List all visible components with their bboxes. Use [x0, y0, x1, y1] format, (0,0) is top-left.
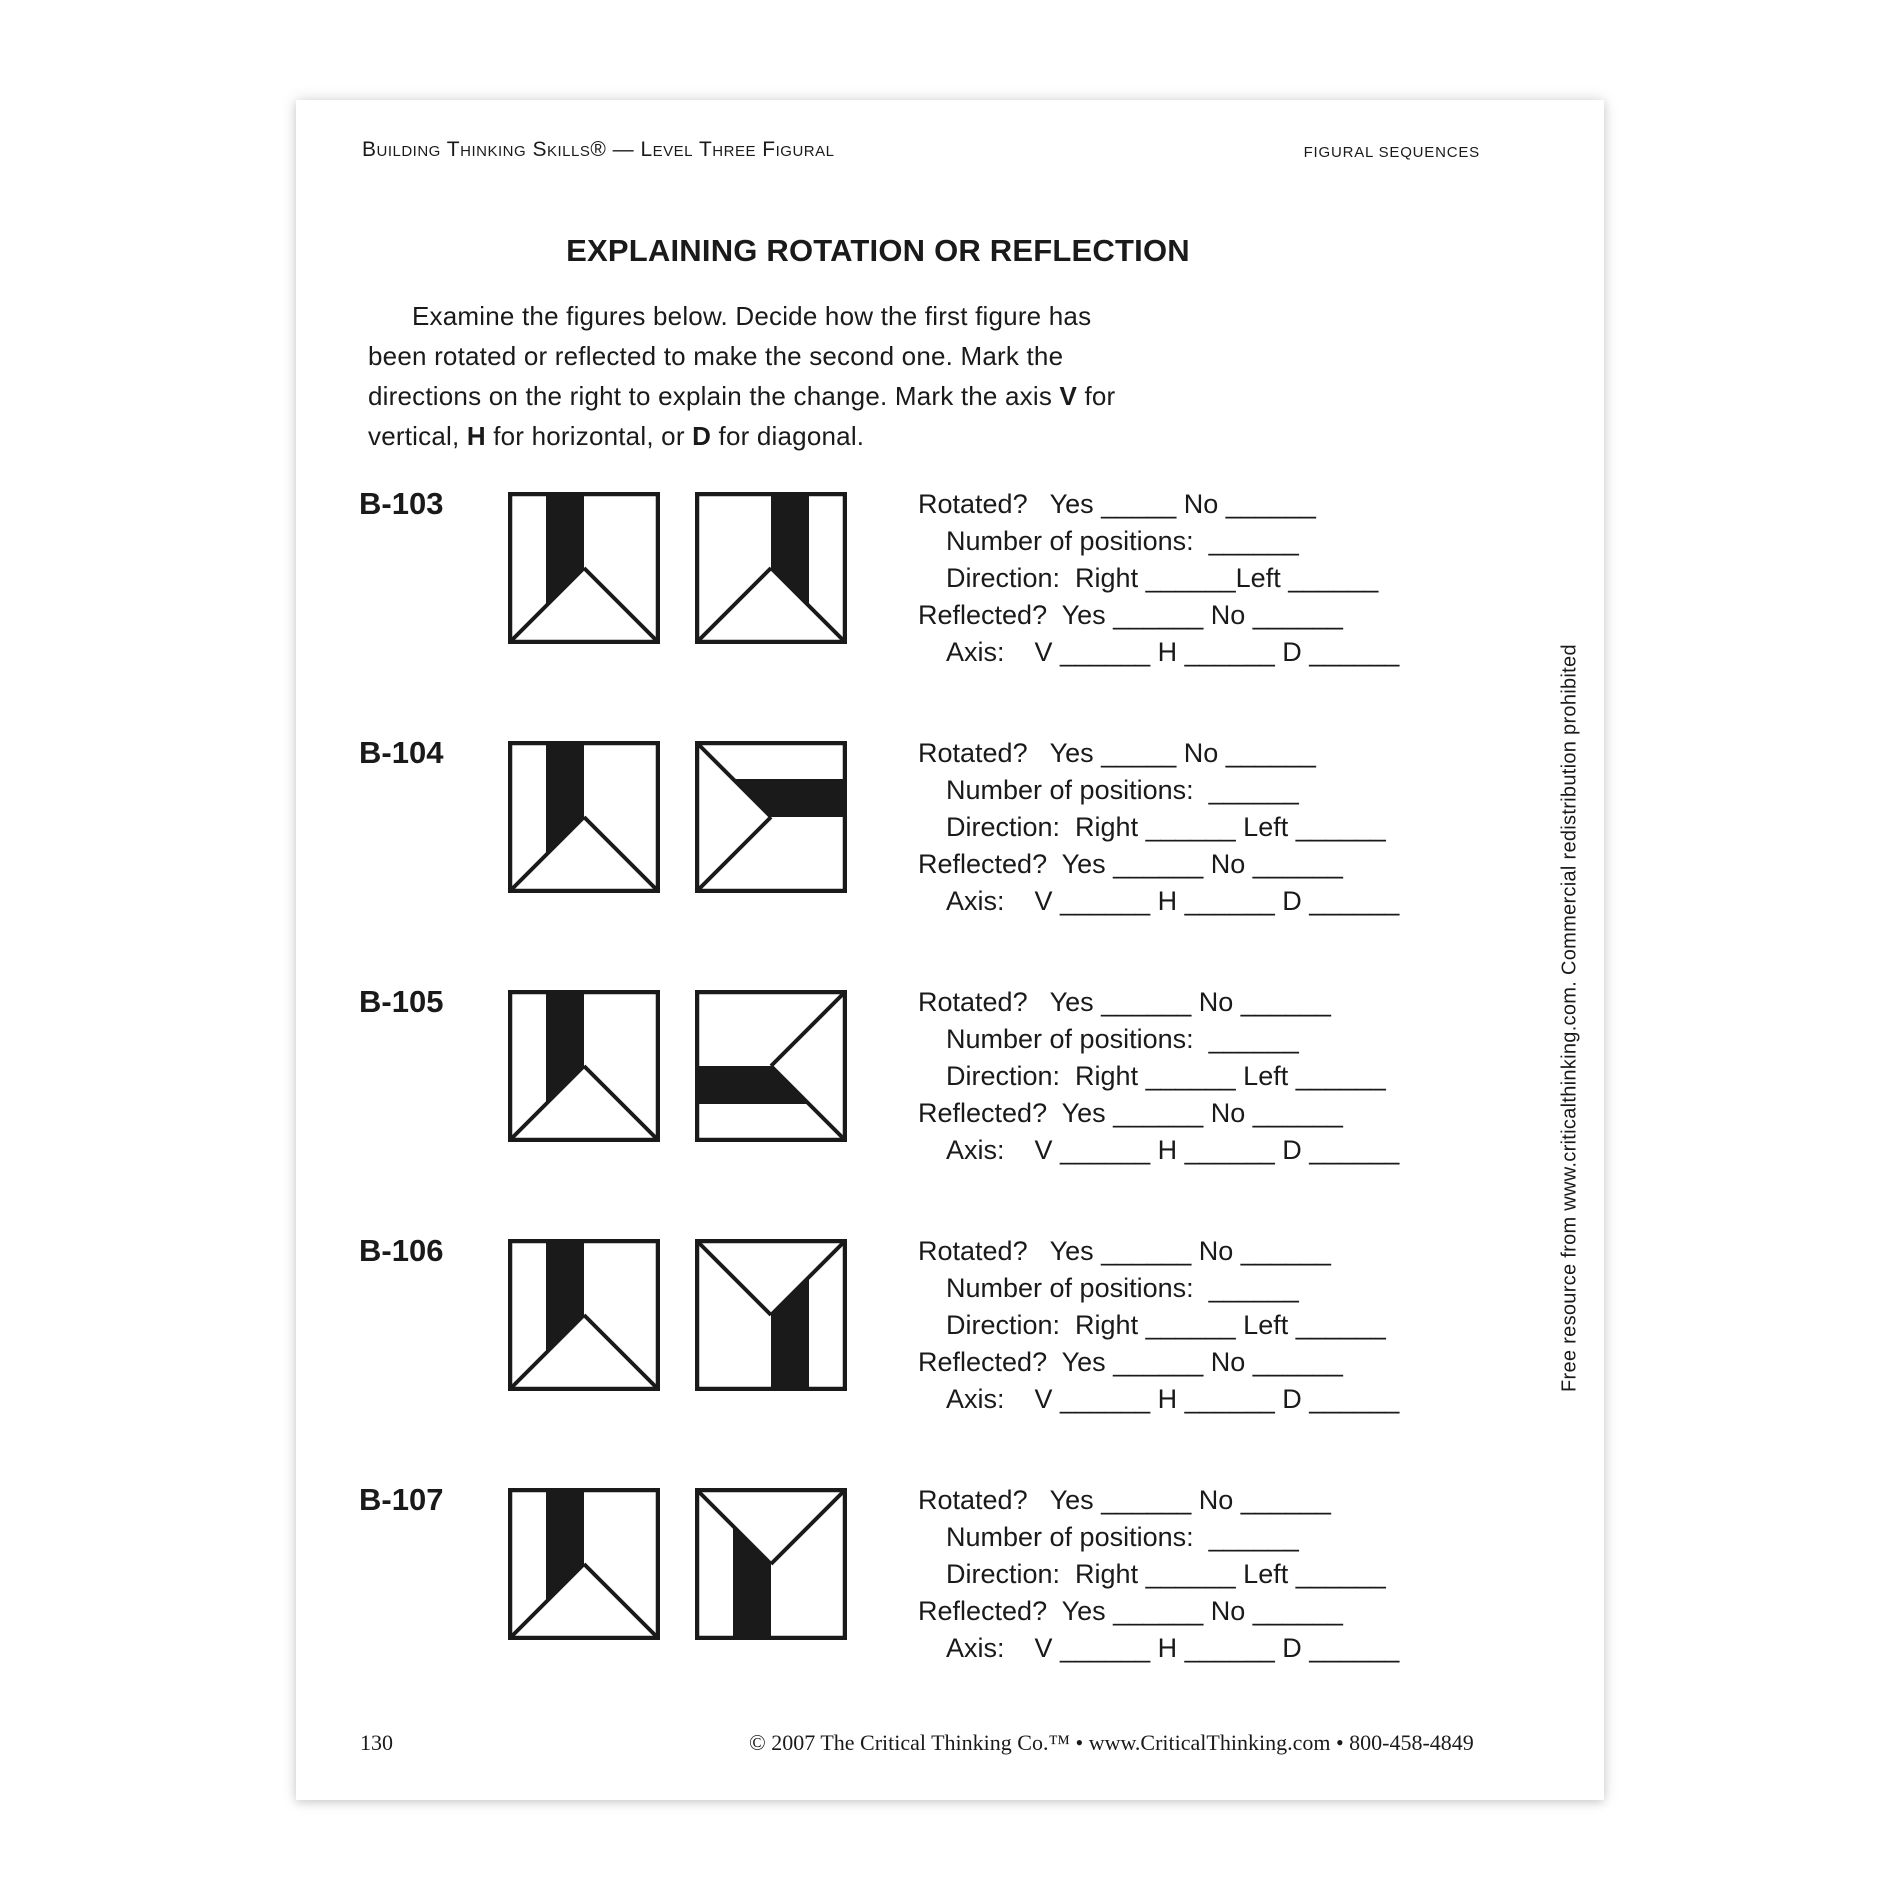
- instructions-text: Examine the figures below. Decide how the first figure has: [412, 301, 1092, 331]
- exercise-id: B-104: [359, 735, 444, 770]
- figure-second: [695, 741, 847, 893]
- question-block: [918, 1482, 1399, 1667]
- instructions-text: been rotated or reflected to make the second one. Mark the: [368, 341, 1064, 371]
- figure-second: [695, 1488, 847, 1640]
- section-header: FIGURAL SEQUENCES: [1303, 144, 1480, 161]
- axis-question-line: Axis: V ______ H ______ D ______: [946, 1633, 1400, 1663]
- diagonal-lines: [508, 1315, 660, 1391]
- diagonal-lines: [695, 1239, 847, 1315]
- worksheet-page: [296, 100, 1604, 1800]
- exercise-id: B-103: [359, 486, 444, 521]
- exercise-id: B-105: [359, 984, 444, 1019]
- direction-question-line: Direction: Right ______Left ______: [946, 563, 1379, 593]
- copyright-side-note: Free resource from www.criticalthinking.com. Commercial redistribution prohibited: [1558, 644, 1581, 1392]
- diagonal-lines: [695, 568, 847, 644]
- axis-letter-v: V: [1059, 381, 1078, 411]
- instructions-text: for: [1077, 381, 1116, 411]
- diagonal-lines: [508, 1066, 660, 1142]
- figure-first: [508, 990, 660, 1142]
- instructions-paragraph: [368, 296, 1408, 456]
- diagonal-lines: [695, 1488, 847, 1564]
- figure-second: [695, 492, 847, 644]
- exercise-id: B-107: [359, 1482, 444, 1517]
- book-title-header: Building Thinking Skills® — Level Three Figural: [362, 138, 835, 161]
- question-block: [918, 735, 1399, 920]
- question-block: [918, 486, 1399, 671]
- page-title: EXPLAINING ROTATION OR REFLECTION: [566, 233, 1190, 268]
- exercise-row-b107: [296, 1482, 1604, 1663]
- exercise-row-b103: [296, 486, 1604, 667]
- axis-question-line: Axis: V ______ H ______ D ______: [946, 1135, 1400, 1165]
- positions-question-line: Number of positions: ______: [946, 1024, 1299, 1054]
- figure-first: [508, 492, 660, 644]
- reflected-question-line: Reflected? Yes ______ No ______: [918, 600, 1343, 630]
- reflected-question-line: Reflected? Yes ______ No ______: [918, 1347, 1343, 1377]
- instructions-text: vertical,: [368, 421, 467, 451]
- question-block: [918, 984, 1399, 1169]
- direction-question-line: Direction: Right ______ Left ______: [946, 1559, 1386, 1589]
- figure-first: [508, 1488, 660, 1640]
- instructions-text: directions on the right to explain the change. Mark the axis: [368, 381, 1060, 411]
- direction-question-line: Direction: Right ______ Left ______: [946, 1061, 1386, 1091]
- figure-second: [695, 990, 847, 1142]
- direction-question-line: Direction: Right ______ Left ______: [946, 812, 1386, 842]
- exercise-row-b104: [296, 735, 1604, 916]
- axis-letter-h: H: [466, 421, 486, 451]
- exercise-row-b105: [296, 984, 1604, 1165]
- positions-question-line: Number of positions: ______: [946, 526, 1299, 556]
- exercise-row-b106: [296, 1233, 1604, 1414]
- direction-question-line: Direction: Right ______ Left ______: [946, 1310, 1386, 1340]
- copyright-line: © 2007 The Critical Thinking Co.™ • www.CriticalThinking.com • 800-458-4849: [749, 1730, 1474, 1755]
- diagonal-lines: [508, 817, 660, 893]
- diagonal-lines: [508, 1564, 660, 1640]
- positions-question-line: Number of positions: ______: [946, 1522, 1299, 1552]
- axis-question-line: Axis: V ______ H ______ D ______: [946, 637, 1400, 667]
- diagonal-lines: [771, 990, 847, 1142]
- page-number: 130: [360, 1730, 393, 1755]
- figure-first: [508, 1239, 660, 1391]
- positions-question-line: Number of positions: ______: [946, 1273, 1299, 1303]
- reflected-question-line: Reflected? Yes ______ No ______: [918, 1098, 1343, 1128]
- page-footer: [296, 1730, 1604, 1770]
- axis-letter-d: D: [692, 421, 712, 451]
- instructions-text: for diagonal.: [711, 421, 865, 451]
- question-block: [918, 1233, 1399, 1418]
- instructions-line: [368, 336, 1408, 376]
- diagonal-lines: [695, 741, 771, 893]
- instructions-line: [368, 416, 1408, 456]
- figure-second: [695, 1239, 847, 1391]
- axis-question-line: Axis: V ______ H ______ D ______: [946, 886, 1400, 916]
- diagonal-lines: [508, 568, 660, 644]
- instructions-line: [368, 296, 1408, 336]
- reflected-question-line: Reflected? Yes ______ No ______: [918, 849, 1343, 879]
- rotated-question-line: Rotated? Yes _____ No ______: [918, 489, 1316, 519]
- rotated-question-line: Rotated? Yes ______ No ______: [918, 1236, 1331, 1266]
- rotated-question-line: Rotated? Yes _____ No ______: [918, 738, 1316, 768]
- rotated-question-line: Rotated? Yes ______ No ______: [918, 987, 1331, 1017]
- positions-question-line: Number of positions: ______: [946, 775, 1299, 805]
- instructions-line: [368, 376, 1408, 416]
- instructions-text: for horizontal, or: [485, 421, 693, 451]
- reflected-question-line: Reflected? Yes ______ No ______: [918, 1596, 1343, 1626]
- axis-question-line: Axis: V ______ H ______ D ______: [946, 1384, 1400, 1414]
- figure-first: [508, 741, 660, 893]
- rotated-question-line: Rotated? Yes ______ No ______: [918, 1485, 1331, 1515]
- exercise-id: B-106: [359, 1233, 444, 1268]
